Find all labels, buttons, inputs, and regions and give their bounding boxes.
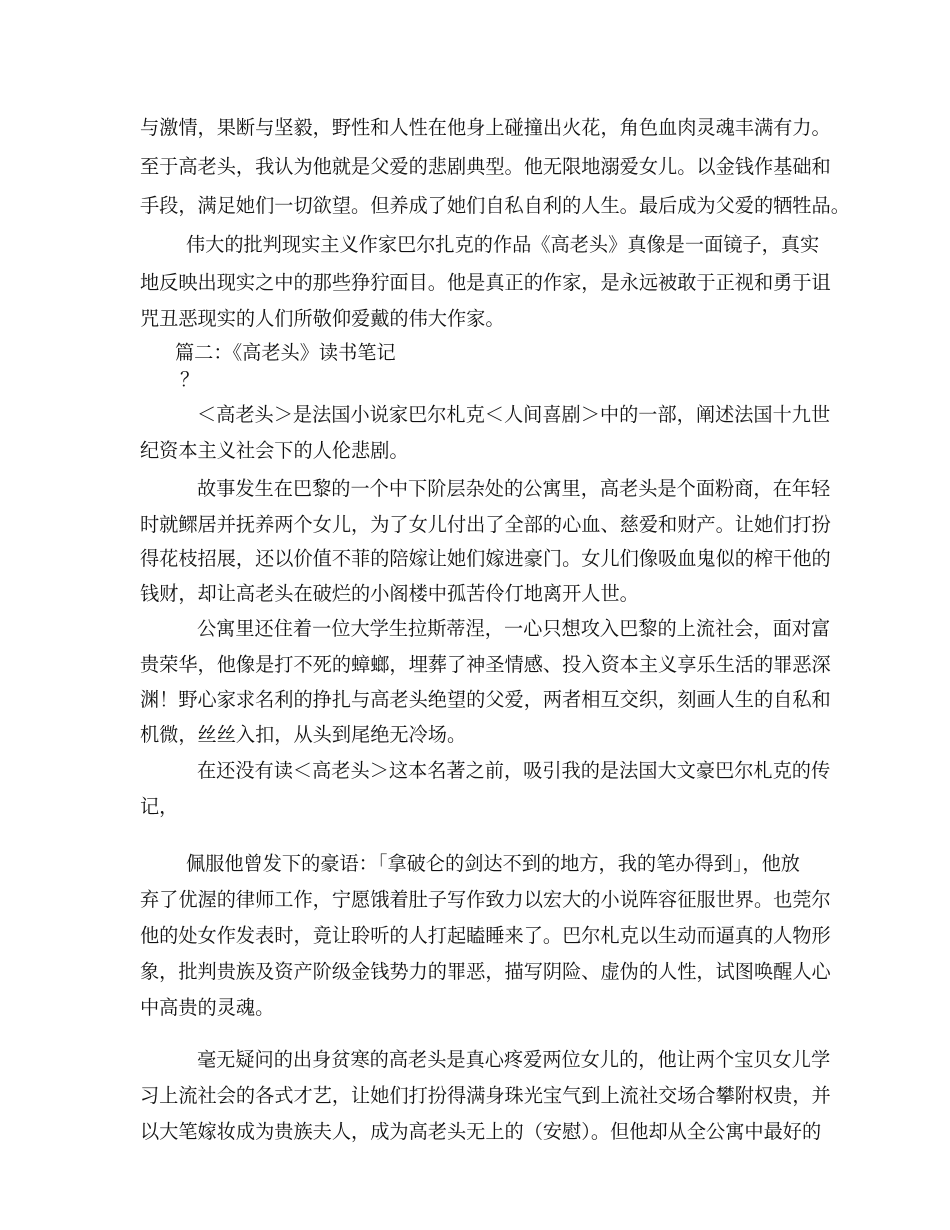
body-text-line: 得花枝招展，还以价值不菲的陪嫁让她们嫁进豪门。女儿们像吸血鬼似的榨干他的	[140, 547, 831, 570]
paragraph-first-line: 佩服他曾发下的豪语：「拿破仑的剑达不到的地方，我的笔办得到」，他放	[186, 852, 800, 875]
body-text-line: 地反映出现实之中的那些狰狞面目。他是真正的作家，是永远被敢于正视和勇于诅	[140, 271, 831, 294]
paragraph-first-line: 在还没有读＜高老头＞这本名著之前，吸引我的是法国大文豪巴尔札克的传	[197, 759, 831, 782]
body-text-line: 机微，丝丝入扣，从头到尾绝无冷场。	[140, 723, 467, 746]
paragraph-first-line: 故事发生在巴黎的一个中下阶层杂处的公寓里，高老头是个面粉商，在年轻	[197, 477, 831, 500]
paragraph-first-line: ＜高老头＞是法国小说家巴尔札克＜人间喜剧＞中的一部，阐述法国十九世	[197, 403, 831, 426]
body-text-line: 咒丑恶现实的人们所敬仰爱戴的伟大作家。	[140, 307, 505, 330]
body-text-line: 弃了优渥的律师工作，宁愿饿着肚子写作致力以宏大的小说阵容征服世界。也莞尔	[140, 888, 831, 911]
body-text-line: 钱财，却让高老头在破烂的小阁楼中孤苦伶仃地离开人世。	[140, 582, 639, 605]
body-text-line: 象，批判贵族及资产阶级金钱势力的罪恶，描写阴险、虚伪的人性，试图唤醒人心	[140, 960, 831, 983]
body-text-line: 贵荣华，他像是打不死的蟑螂，埋葬了神圣情感、投入资本主义享乐生活的罪恶深	[140, 653, 831, 676]
body-text-line: 时就鳏居并抚养两个女儿，为了女儿付出了全部的心血、慈爱和财产。让她们打扮	[140, 513, 831, 536]
section-heading: 篇二：《高老头》读书笔记	[175, 341, 396, 364]
body-text-line: 渊！野心家求名利的挣扎与高老头绝望的父爱，两者相互交织，刻画人生的自私和	[140, 688, 831, 711]
body-text-line: 纪资本主义社会下的人伦悲剧。	[140, 439, 409, 462]
body-text-line: 记，	[140, 795, 179, 818]
body-text-line: 他的处女作发表时，竟让聆听的人打起瞌睡来了。巴尔札克以生动而逼真的人物形	[140, 924, 831, 947]
body-text-line: 手段，满足她们一切欲望。但养成了她们自私自利的人生。最后成为父爱的牺牲品。	[140, 194, 850, 217]
paragraph-first-line: 公寓里还住着一位大学生拉斯蒂涅，一心只想攻入巴黎的上流社会，面对富	[197, 617, 831, 640]
body-text-line: 习上流社会的各式才艺，让她们打扮得满身珠光宝气到上流社交场合攀附权贵，并	[140, 1084, 831, 1107]
body-text-line: 中高贵的灵魂。	[140, 996, 275, 1019]
body-text-line: 与激情，果断与坚毅，野性和人性在他身上碰撞出火花，角色血肉灵魂丰满有力。	[140, 116, 831, 139]
body-text-line: 至于高老头，我认为他就是父爱的悲剧典型。他无限地溺爱女儿。以金钱作基础和	[140, 155, 831, 178]
paragraph-first-line: 伟大的批判现实主义作家巴尔扎克的作品《高老头》真像是一面镜子，真实	[186, 233, 820, 256]
body-text-line: 以大笔嫁妆成为贵族夫人，成为高老头无上的（安慰）。但他却从全公寓中最好的	[140, 1120, 822, 1143]
placeholder-question-mark: ？	[180, 368, 200, 391]
paragraph-first-line: 毫无疑问的出身贫寒的高老头是真心疼爱两位女儿的，他让两个宝贝女儿学	[197, 1048, 831, 1071]
